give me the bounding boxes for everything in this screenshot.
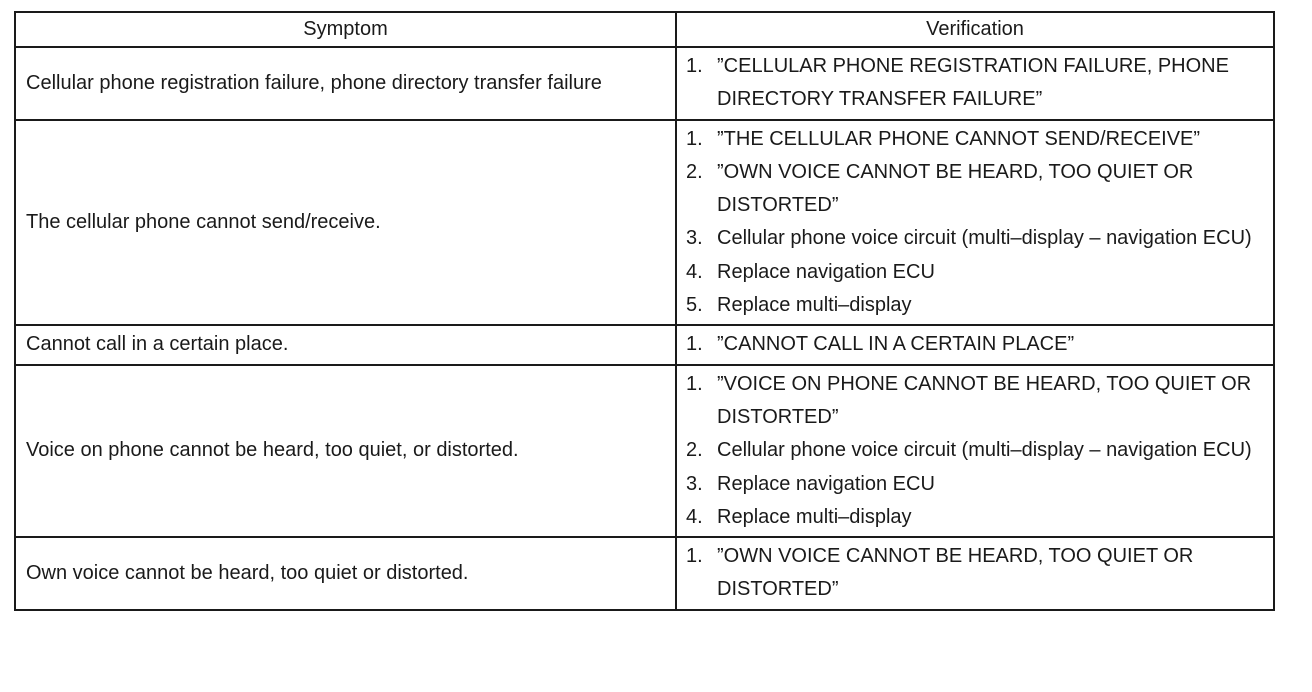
step-text: Replace navigation ECU [717,472,935,495]
step-number: 5. [686,294,703,317]
symptom-cell: The cellular phone cannot send/receive. [15,120,676,326]
step-text: Replace multi–display [717,505,912,528]
step-text: ”OWN VOICE CANNOT BE HEARD, TOO QUIET OR DISTORTED” [717,160,1194,217]
table-row [15,47,1274,120]
step-text: ”VOICE ON PHONE CANNOT BE HEARD, TOO QUIET OR DISTORTED” [717,372,1252,428]
step-number: 1. [686,545,703,568]
step-text: Cellular phone voice circuit (multi–display – navigation ECU) [717,439,1252,462]
table-row [15,365,1274,537]
step-number: 3. [686,472,703,495]
verification-cell [676,325,1274,364]
step-number: 3. [686,227,703,250]
step-number: 4. [686,505,703,528]
symptom-cell: Voice on phone cannot be heard, too quiet, or distorted. [15,365,676,537]
verification-steps-list [686,540,1269,607]
verification-steps-list [686,368,1269,534]
step-text: Cellular phone voice circuit (multi–display – navigation ECU) [717,227,1252,250]
step-number: 2. [686,439,703,462]
verification-step [686,540,1269,607]
table-row [15,537,1274,610]
step-text: Replace navigation ECU [717,260,935,283]
header-row [15,12,1274,47]
verification-step [686,289,1269,322]
step-number: 1. [686,55,703,77]
verification-step [686,50,1269,117]
step-number: 1. [686,127,703,150]
step-text: ”OWN VOICE CANNOT BE HEARD, TOO QUIET OR DISTORTED” [717,545,1194,601]
verification-step [686,468,1269,501]
verification-cell [676,365,1274,537]
verification-step [686,156,1269,223]
symptom-cell: Own voice cannot be heard, too quiet or distorted. [15,537,676,610]
verification-step [686,328,1269,361]
step-text: ”CELLULAR PHONE REGISTRATION FAILURE, PHONE DIRECTORY TRANSFER FAILURE” [717,55,1229,111]
step-number: 4. [686,260,703,283]
header-verification: Verification [676,12,1274,47]
verification-step [686,434,1269,467]
verification-step [686,256,1269,289]
verification-step [686,368,1269,435]
verification-step [686,222,1269,255]
table-row [15,325,1274,364]
verification-step [686,123,1269,156]
verification-step [686,501,1269,534]
verification-steps-list [686,328,1269,361]
verification-cell [676,537,1274,610]
table-row [15,120,1274,326]
step-number: 1. [686,333,703,356]
verification-cell [676,120,1274,326]
step-text: ”THE CELLULAR PHONE CANNOT SEND/RECEIVE” [717,127,1201,150]
symptom-cell: Cannot call in a certain place. [15,325,676,364]
header-symptom: Symptom [15,12,676,47]
step-text: Replace multi–display [717,294,912,317]
symptom-verification-table [14,11,1275,611]
step-number: 2. [686,160,703,183]
step-text: ”CANNOT CALL IN A CERTAIN PLACE” [717,333,1075,356]
symptom-cell: Cellular phone registration failure, phone directory transfer failure [15,47,676,120]
step-number: 1. [686,372,703,395]
verification-steps-list [686,123,1269,323]
verification-cell [676,47,1274,120]
verification-steps-list [686,50,1269,117]
